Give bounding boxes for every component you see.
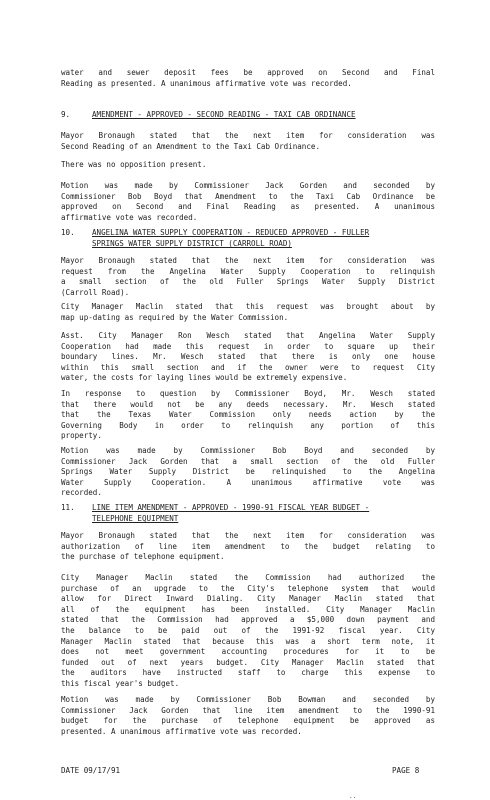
item-10-number: 10.	[61, 228, 75, 237]
text-line: request from the Angelina Water Supply Cooperation to relinquish	[61, 266, 435, 276]
text-line: In response to question by Commissioner Boyd, Mr. Wesch stated	[61, 389, 435, 398]
text-line: within this small section and if the owner were to request City	[61, 362, 435, 372]
text-line: the balance to be paid out of the 1991-92 fiscal year. City	[61, 625, 435, 635]
text-line: Motion was made by Commissioner Bob Boyd and seconded by	[61, 446, 435, 455]
text-line: Mayor Bronaugh stated that the next item for consideration was	[61, 131, 435, 140]
item-11-paragraph-2	[61, 573, 435, 690]
item-9-paragraph-2	[61, 160, 435, 171]
bottom-mark: ..	[349, 793, 357, 800]
text-line: Mayor Bronaugh stated that the next item for consideration was	[61, 531, 435, 540]
item-10-title-line-1: ANGELINA WATER SUPPLY COOPERATION - REDUCED APPROVED - FULLER	[92, 228, 370, 237]
item-10-title-line-2: SPRINGS WATER SUPPLY DISTRICT (CARROLL ROAD)	[92, 238, 292, 248]
text-line: There was no opposition present.	[61, 160, 207, 169]
text-line: (Carroll Road).	[61, 287, 130, 297]
text-line: Water Supply Cooperation. A unanimous affirmative vote was	[61, 477, 435, 487]
text-line: Reading as presented. A unanimous affirmative vote was recorded.	[61, 78, 352, 88]
text-line: Motion was made by Commissioner Jack Gorden and seconded by	[61, 181, 435, 190]
text-line: Manager Maclin stated that because this was a short term note, it	[61, 636, 435, 646]
text-line: funded out of next years budget. City Manager Maclin stated that	[61, 657, 435, 667]
item-10-motion	[61, 446, 435, 499]
text-line: Commissioner Jack Gorden that line item amendment to the 1990-91	[61, 705, 435, 715]
item-10-paragraph-1	[61, 256, 435, 298]
text-line: Governing Body in order to relinquish any portion of this	[61, 420, 435, 430]
text-line: this fiscal year's budget.	[61, 678, 180, 688]
text-line: a small section of the old Fuller Springs Water Supply District	[61, 277, 435, 287]
item-9-heading	[92, 110, 435, 121]
text-line: Cooperation had made this request in order to square up their	[61, 341, 435, 351]
text-line: boundary lines. Mr. Wesch stated that there is only one house	[61, 352, 435, 362]
text-line: City Manager Maclin stated the Commission had authorized the	[61, 573, 435, 582]
text-line: Commissioner Jack Gorden that a small section of the old Fuller	[61, 456, 435, 466]
item-11-heading	[92, 503, 435, 524]
text-line: the auditors have instructed staff to charge this expense to	[61, 668, 435, 678]
text-line: budget for the purchase of telephone equipment be approved as	[61, 716, 435, 726]
item-11-number: 11.	[61, 503, 75, 512]
text-line: map up-dating as required by the Water Commission.	[61, 312, 289, 322]
text-line: authorization of line item amendment to the budget relating to	[61, 541, 435, 551]
text-line: Second Reading of an Amendment to the Taxi Cab Ordinance.	[61, 141, 320, 151]
text-line: Asst. City Manager Ron Wesch stated that Angelina Water Supply	[61, 331, 435, 340]
text-line: presented. A unanimous affirmative vote was recorded.	[61, 726, 302, 736]
item-10-paragraph-4	[61, 389, 435, 442]
text-line: the purchase of telephone equipment.	[61, 552, 225, 562]
intro-paragraph	[61, 68, 435, 89]
item-11-title-line-2: TELEPHONE EQUIPMENT	[92, 513, 179, 523]
text-line: allow for Direct Inward Dialing. City Manager Maclin stated that	[61, 594, 435, 604]
text-line: Mayor Bronaugh stated that the next item for consideration was	[61, 256, 435, 265]
item-9-title: AMENDMENT - APPROVED - SECOND READING - TAXI CAB ORDINANCE	[92, 110, 356, 119]
text-line: purchase of an upgrade to the City's telephone system that would	[61, 583, 435, 593]
item-11-motion	[61, 695, 435, 737]
text-line: City Manager Maclin stated that this request was brought about by	[61, 302, 435, 311]
footer-date: DATE 09/17/91	[61, 766, 121, 775]
item-10-paragraph-2	[61, 302, 435, 323]
text-line: recorded.	[61, 488, 102, 498]
text-line: affirmative vote was recorded.	[61, 212, 198, 222]
text-line: stated that the Commission had approved a $5,000 down payment and	[61, 615, 435, 625]
text-line: does not meet government accounting procedures for it to be	[61, 647, 435, 657]
text-line: Motion was made by Commissioner Bob Bowman and seconded by	[61, 695, 435, 704]
footer-page-number: PAGE 8	[392, 766, 420, 775]
text-line: approved on Second and Final Reading as presented. A unanimous	[61, 202, 435, 212]
item-10-heading	[92, 228, 435, 249]
text-line: water and sewer deposit fees be approved on Second and Final	[61, 68, 435, 77]
text-line: all of the equipment has been installed. City Manager Maclin	[61, 604, 435, 614]
text-line: Commissioner Bob Boyd that Amendment to the Taxi Cab Ordinance be	[61, 191, 435, 201]
item-9-number: 9.	[61, 110, 71, 119]
text-line: Springs Water Supply District be relinquished to the Angelina	[61, 467, 435, 477]
item-11-paragraph-1	[61, 531, 435, 563]
text-line: that there would not be any deeds necessary. Mr. Wesch stated	[61, 399, 435, 409]
item-9-paragraph-1	[61, 131, 435, 152]
text-line: water, the costs for laying lines would be extremely expensive.	[61, 373, 348, 383]
item-10-paragraph-3	[61, 331, 435, 384]
text-line: property.	[61, 431, 102, 441]
item-9-motion	[61, 181, 435, 223]
item-11-title-line-1: LINE ITEM AMENDMENT - APPROVED - 1990-91 FISCAL YEAR BUDGET -	[92, 503, 370, 512]
text-line: that the Texas Water Commission only needs action by the	[61, 410, 435, 420]
